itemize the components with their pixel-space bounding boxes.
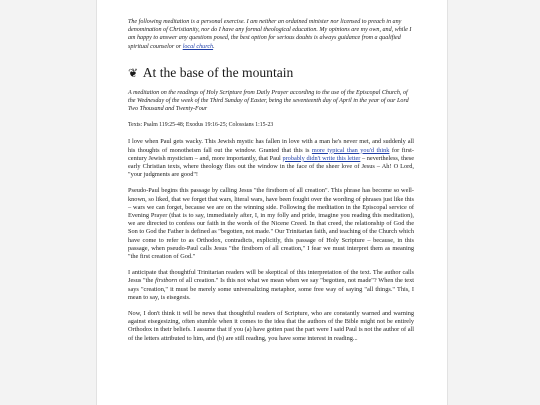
- article-page: [96, 0, 448, 405]
- p1-text-a: I love when Paul gets wacky. This Jewish mystic has fallen in love with a man he's never met, and suddenly all his thoughts of monotheism fall out the window. Granted that this is: [128, 138, 414, 154]
- p3-emphasis: firstborn: [155, 277, 178, 285]
- more-typical-link[interactable]: more typical than you'd think: [311, 146, 390, 154]
- fleuron-icon: ❦: [128, 65, 139, 80]
- p3-text-b: of all creation." Is this not what we mean when we say "begotten, not made"? When the text says "creation," it must be merely some universalizing metaphor, some free way of saying "all things." This, I mean to say, is eisegesis.: [128, 277, 415, 301]
- paragraph-4: Now, I don't think it will be news that thoughtful readers of Scripture, who are constantly warned and warning against eisegesizing, often stumble when it comes to the idea that the authors of the Bible might not be entirely Orthodox in their beliefs. I assume that if you (a) have gotten past the part were I said Paul is not the author of all of the letters attributed to him, and (b) are still reading, you have some interest in reading...: [128, 310, 414, 342]
- p1-text-b: for first-century Jewish mysticism – and, more importantly, that Paul: [128, 146, 414, 162]
- paragraph-1: [128, 138, 414, 179]
- title-text: At the base of the mountain: [142, 64, 294, 80]
- disclaimer-text: The following meditation is a personal exercise. I am neither an ordained minister nor licensed to preach in any denomination of Christianity, nor do I have any formal theological education. My opinions are my own, and, while I am happy to answer any questions posed, the best option for serious doubts is always guidance from a qualified spiritual counselor or: [128, 19, 412, 50]
- local-church-link[interactable]: local church: [182, 43, 214, 50]
- page-title: [128, 65, 414, 81]
- disclaimer: [128, 18, 414, 51]
- didnt-write-link[interactable]: probably didn't write this letter: [282, 154, 361, 162]
- disclaimer-end: .: [213, 43, 215, 50]
- scripture-texts: Texts: Psalm 119:25-48; Exodus 19:16-25; Colossians 1:15-23: [128, 122, 274, 129]
- paragraph-3: [128, 269, 414, 302]
- p3-text-a: I anticipate that thoughtful Trinitarian readers will be skeptical of this interpretation of the text. The author calls Jesus "the: [128, 269, 414, 285]
- paragraph-2: Pseudo-Paul begins this passage by calling Jesus "the firstborn of all creation". This phrase has become so well-known, so liked, that we forget that wars, literal wars, have been fought over the wording of phrases just like this – wars we can forget, because we are on the winning side. Following the meditation in the Episcopal service of Evening Prayer (that is to say, immediately after, I, in my folly and pride, imagine you reading this meditation), we are directed to confess our faith in the words of the Nicene Creed. In that creed, the relationship of God the Son to God the Father is defined as "begotten, not made." Our Trinitarian faith, and teaching of the Church which have come to refer to as Orthodox, contradicts, explicitly, this passage of Holy Scripture – because, in this passage, when pseudo-Paul calls Jesus "the firstborn of all creation," I fear we must interpret them as meaning "the first creation of God.": [128, 187, 414, 261]
- p1-text-c: – nevertheless, these early Christian texts, where theology flies out the window in the face of the sheer love of Jesus – Ah! O Lord, "your judgments are good"!: [128, 154, 415, 179]
- article-content: [128, 18, 414, 351]
- subtitle: A meditation on the readings of Holy Scripture from Daily Prayer according to the use of the Episcopal Church, of the Wednesday of the week of the Third Sunday of Easter, being the seventeenth day of April in the year of our Lord Two Thousand and Twenty-Four: [128, 89, 409, 113]
